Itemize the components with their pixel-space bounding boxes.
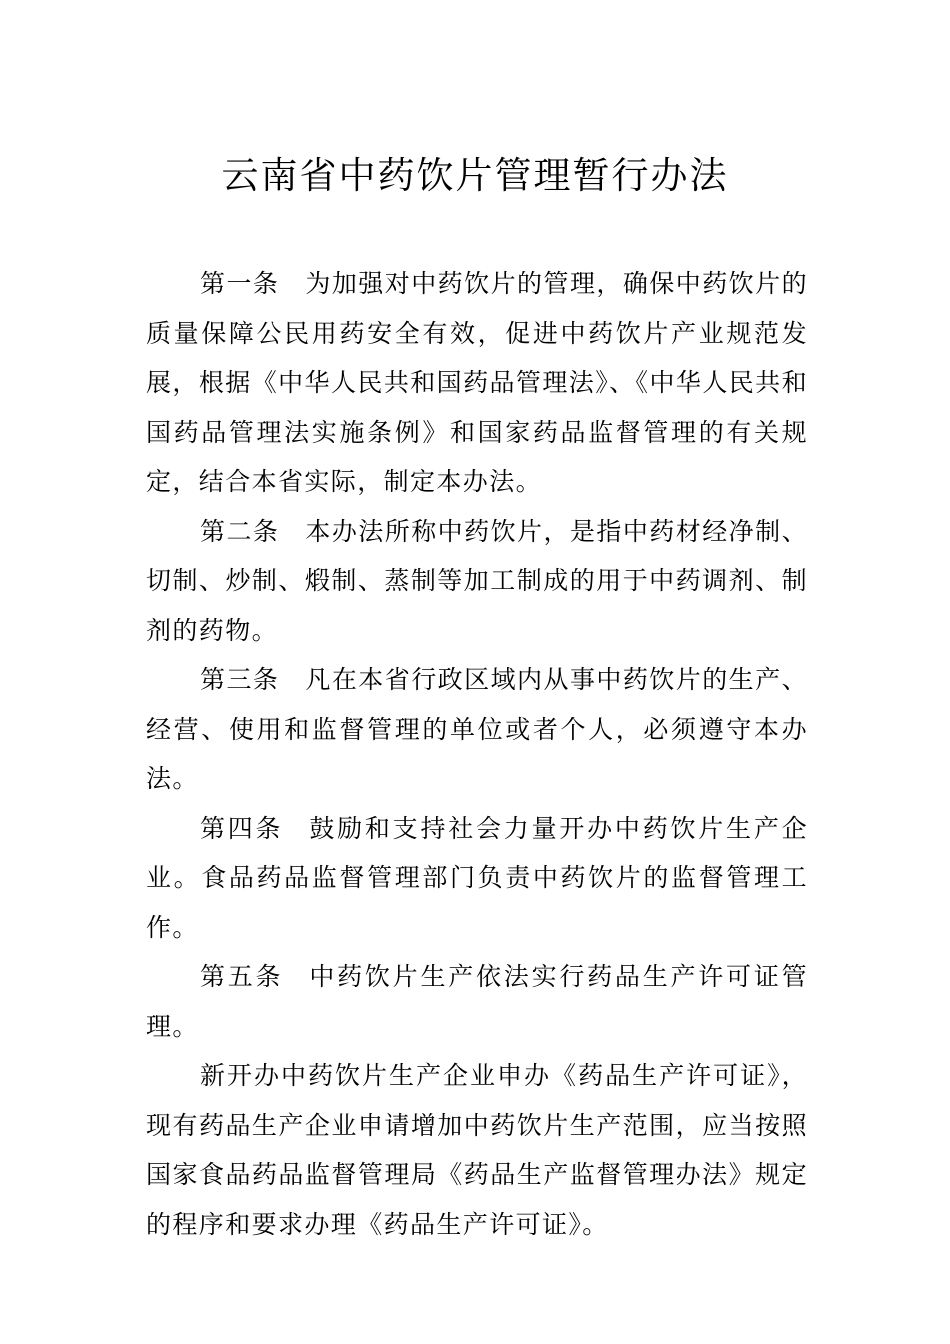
article-number: 第三条 [200, 665, 280, 694]
article-text: 凡在本省行政区域内从事中药饮片的生产、经营、使用和监督管理的单位或者个人，必须遵守本办法。 [146, 665, 808, 793]
article-4-paragraph [146, 804, 808, 953]
article-1-paragraph [146, 259, 808, 507]
article-text: 本办法所称中药饮片，是指中药材经净制、切制、炒制、煅制、蒸制等加工制成的用于中药调剂、制剂的药物。 [146, 516, 808, 645]
article-number: 第五条 [200, 962, 284, 991]
article-3-paragraph [146, 655, 808, 804]
article-text: 中药饮片生产依法实行药品生产许可证管理。 [146, 962, 808, 1041]
article-text: 为加强对中药饮片的管理，确保中药饮片的质量保障公民用药安全有效，促进中药饮片产业规范发展，根据《中华人民共和国药品管理法》、《中华人民共和国药品管理法实施条例》和国家药品监督管理的有关规定，结合本省实际，制定本办法。 [146, 269, 808, 496]
document-title: 云南省中药饮片管理暂行办法 [221, 154, 729, 197]
document-body [146, 259, 808, 1249]
article-2-paragraph [146, 507, 808, 656]
article-5-paragraph [146, 952, 808, 1051]
article-text: 新开办中药饮片生产企业申办《药品生产许可证》，现有药品生产企业申请增加中药饮片生产范围，应当按照国家食品药品监督管理局《药品生产监督管理办法》规定的程序和要求办理《药品生产许可证》。 [146, 1061, 808, 1239]
article-5-continuation-paragraph [146, 1051, 808, 1249]
article-number: 第二条 [200, 516, 280, 546]
article-number: 第四条 [200, 813, 284, 843]
article-text: 鼓励和支持社会力量开办中药饮片生产企业。食品药品监督管理部门负责中药饮片的监督管理工作。 [146, 813, 808, 942]
article-number: 第一条 [200, 269, 280, 298]
